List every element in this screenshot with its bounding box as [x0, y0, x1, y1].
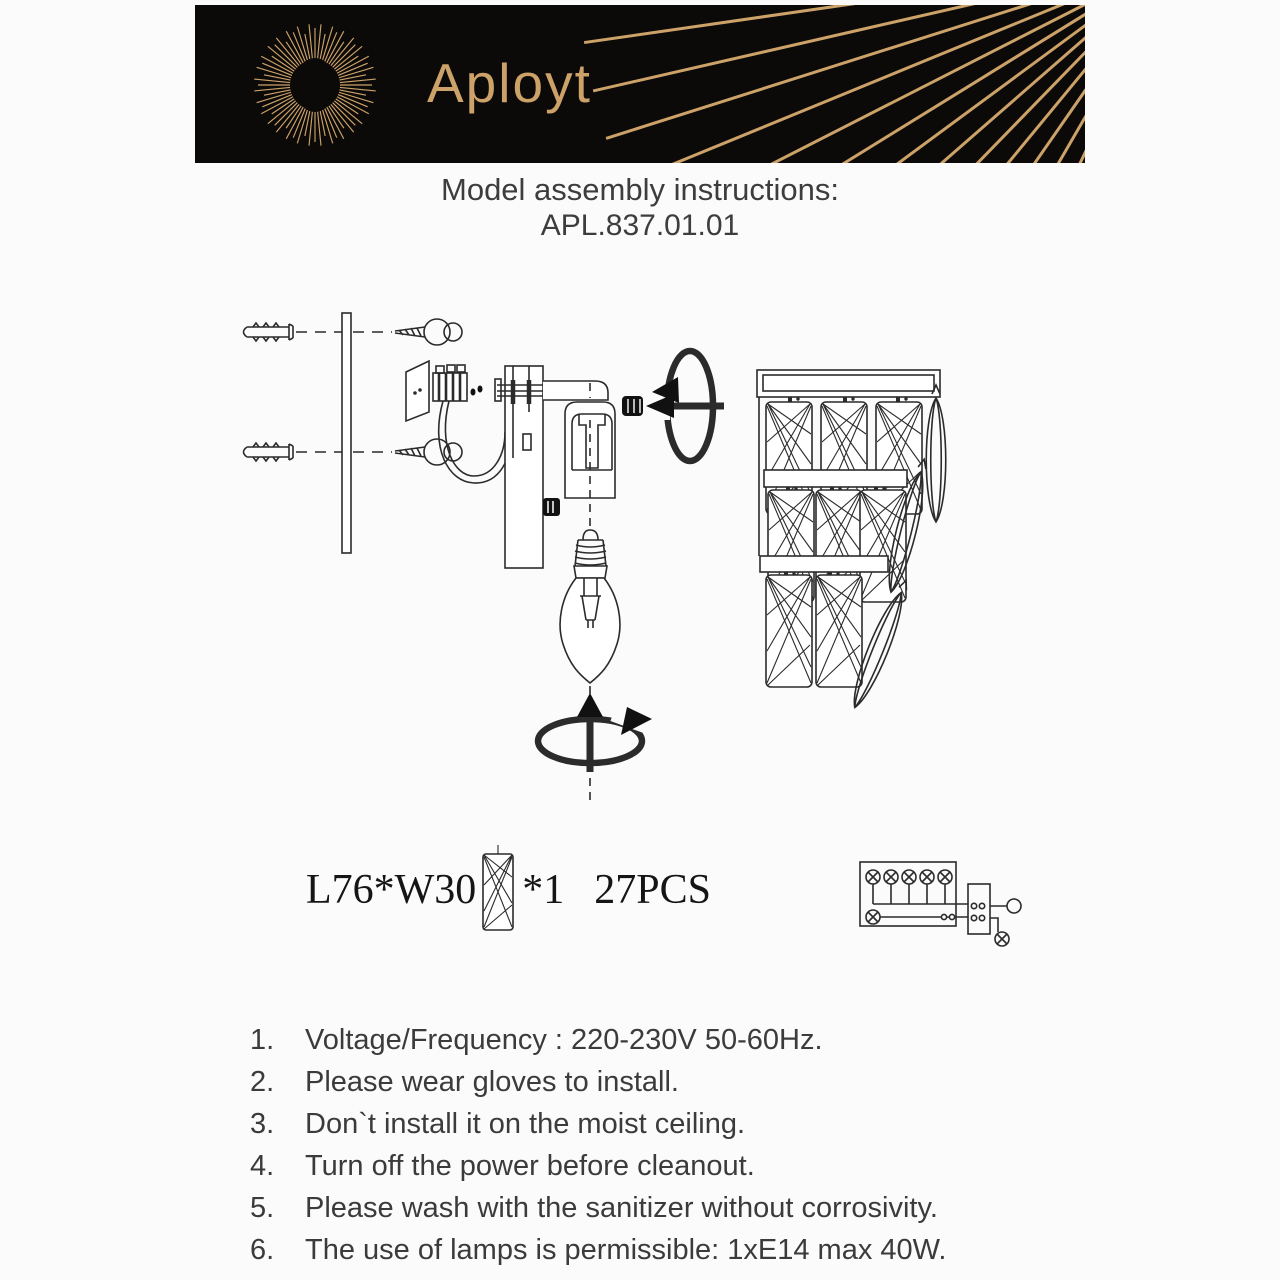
instruction-item	[250, 1150, 1090, 1192]
crystal-quantity: *1	[522, 867, 565, 913]
bulb-icon	[560, 530, 620, 683]
instruction-item	[250, 1066, 1090, 1108]
wall-plate	[342, 313, 351, 553]
item-number: 3.	[250, 1108, 275, 1140]
cap-nut	[622, 396, 643, 416]
assembly-diagram	[200, 290, 980, 820]
item-number: 6.	[250, 1234, 275, 1266]
item-text: Please wash with the sanitizer without corrosivity.	[305, 1192, 938, 1224]
item-number: 2.	[250, 1066, 275, 1098]
wiring-diagram-icon	[852, 846, 1042, 958]
sunburst-logo-icon	[247, 17, 383, 153]
item-text: Please wear gloves to install.	[305, 1066, 679, 1098]
instruction-item	[250, 1234, 1090, 1276]
wires	[439, 401, 512, 483]
wall-anchor-icon	[244, 323, 294, 461]
item-text: Turn off the power before cleanout.	[305, 1150, 755, 1182]
crystal-prism-icon	[480, 845, 516, 935]
brand-banner	[195, 5, 1085, 163]
pieces-count: 27PCS	[594, 867, 712, 913]
item-number: 4.	[250, 1150, 275, 1182]
parts-legend	[306, 843, 711, 937]
item-number: 5.	[250, 1192, 275, 1224]
crystal-dimensions: L76*W30	[306, 867, 477, 913]
instruction-item	[250, 1024, 1090, 1066]
set-screw-knob	[543, 498, 560, 516]
model-number: APL.837.01.01	[540, 209, 740, 242]
brand-text: Aployt	[427, 52, 592, 114]
sconce-drawing	[757, 370, 946, 711]
instruction-item	[250, 1108, 1090, 1150]
page-title: Model assembly instructions:	[441, 172, 839, 207]
instruction-item	[250, 1192, 1090, 1234]
screw-rotation-arrow-icon	[538, 693, 652, 772]
item-text: Voltage/Frequency : 220-230V 50-60Hz.	[305, 1024, 823, 1056]
instruction-list	[250, 1024, 1090, 1276]
item-text: The use of lamps is permissible: 1xE14 max 40W.	[305, 1234, 947, 1266]
item-number: 1.	[250, 1024, 275, 1056]
item-text: Don`t install it on the moist ceiling.	[305, 1108, 746, 1140]
